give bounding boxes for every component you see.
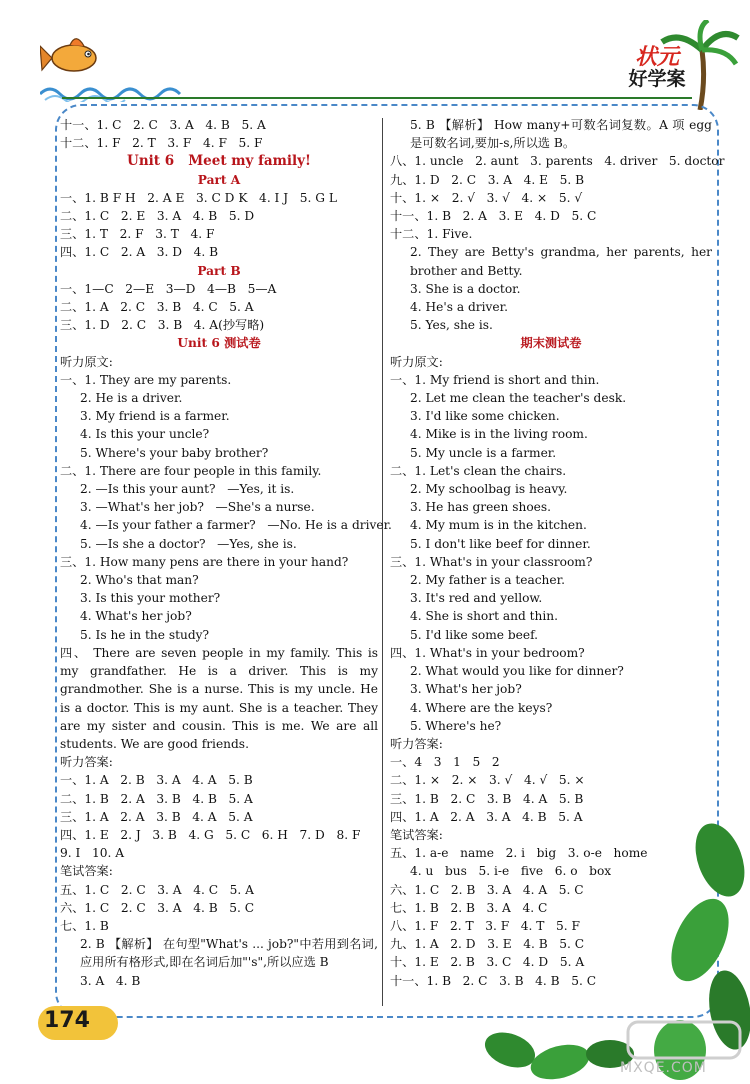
answer-line: 4. My mum is in the kitchen. [410, 518, 587, 533]
answer-line: 3. A 4. B [80, 973, 141, 988]
answer-line: 2. B 【解析】 在句型"What's ... job?"中若用到名词,应用所有格形式,即在名词后加"'s",所以应选 B [80, 937, 378, 970]
answer-line: 2. What would you like for dinner? [410, 664, 624, 679]
answer-line: 2. They are Betty's grandma, her parents, her brother and Betty. [410, 245, 712, 278]
answer-line: 一、1. B F H 2. A E 3. C D K 4. I J 5. G L [60, 190, 337, 205]
answer-line: 九、1. D 2. C 3. A 4. E 5. B [390, 172, 585, 187]
answer-line: 3. What's her job? [410, 682, 522, 697]
answer-line: 9. I 10. A [60, 846, 124, 861]
answer-line: 六、1. C 2. C 3. A 4. B 5. C [60, 900, 255, 915]
answer-line: 听力原文: [390, 354, 443, 369]
answer-line: 三、1. B 2. C 3. B 4. A 5. B [390, 791, 584, 806]
answer-line: 十、1. × 2. √ 3. √ 4. × 5. √ [390, 190, 583, 205]
brand-bottom: 好学案 [628, 68, 686, 90]
answer-line: 三、1. T 2. F 3. T 4. F [60, 227, 215, 242]
answer-line: 听力答案: [60, 755, 113, 770]
answer-line: 二、1. C 2. E 3. A 4. B 5. D [60, 209, 255, 224]
answer-line: 3. It's red and yellow. [410, 591, 543, 606]
answer-line: 4. What's her job? [80, 609, 192, 624]
answer-line: 2. —Is this your aunt? —Yes, it is. [80, 482, 295, 497]
answer-line: 3. Is this your mother? [80, 591, 221, 606]
answer-line: 4. Where are the keys? [410, 700, 553, 715]
answer-line: 十一、1. C 2. C 3. A 4. B 5. A [60, 118, 266, 132]
answer-line: 3. I'd like some chicken. [410, 409, 560, 424]
column-divider [382, 118, 383, 1006]
section-heading: Part A [197, 172, 241, 187]
answer-line: 4. —Is your father a farmer? —No. He is a driver. [80, 518, 392, 533]
answer-line: 3. He has green shoes. [410, 500, 552, 515]
answer-line: 八、1. F 2. T 3. F 4. T 5. F [390, 918, 581, 933]
brand-top: 状元 [634, 44, 679, 70]
left-column [60, 116, 392, 990]
answer-line: 2. My schoolbag is heavy. [410, 482, 568, 497]
answer-line: 四、1. E 2. J 3. B 4. G 5. C 6. H 7. D 8. F [60, 827, 361, 842]
header-rule [62, 97, 692, 99]
answer-line: 听力原文: [60, 354, 113, 369]
answer-line: 三、1. What's in your classroom? [390, 554, 593, 569]
answer-line: 九、1. A 2. D 3. E 4. B 5. C [390, 937, 585, 952]
answer-line: 二、1. There are four people in this family. [60, 463, 322, 478]
answer-line: 四、1. C 2. A 3. D 4. B [60, 245, 219, 260]
answer-line: 七、1. B 2. B 3. A 4. C [390, 900, 548, 915]
answer-line: 二、1. Let's clean the chairs. [390, 463, 567, 478]
section-heading: 期末测试卷 [520, 336, 582, 351]
bottom-leaves-icon [480, 1010, 640, 1084]
answer-line: 2. Who's that man? [80, 573, 199, 588]
answer-line: 六、1. C 2. B 3. A 4. A 5. C [390, 882, 584, 897]
answer-line: 五、1. C 2. C 3. A 4. C 5. A [60, 882, 254, 897]
section-heading: Part B [197, 263, 241, 278]
answer-line: 4. Is this your uncle? [80, 427, 210, 442]
answer-line: 二、1. × 2. × 3. √ 4. √ 5. × [390, 773, 585, 788]
answer-line: 5. My uncle is a farmer. [410, 445, 557, 460]
answer-line: 5. B 【解析】 How many+可数名词复数。A 项 egg 是可数名词,要加-s,所以选 B。 [410, 118, 712, 151]
answer-line: 5. —Is she a doctor? —Yes, she is. [80, 536, 297, 551]
answer-line: 十二、1. F 2. T 3. F 4. F 5. F [60, 136, 263, 151]
answer-line: 四、1. A 2. A 3. A 4. B 5. A [390, 809, 583, 824]
watermark-text: MXQE.COM [620, 1060, 707, 1076]
answer-line: 2. My father is a teacher. [410, 573, 565, 588]
answer-line: 3. My friend is a farmer. [80, 409, 230, 424]
answer-line: 笔试答案: [390, 827, 443, 842]
answer-line: 一、1. They are my parents. [60, 372, 232, 387]
answer-line: 十二、1. Five. [390, 227, 473, 242]
section-heading: Unit 6 测试卷 [177, 336, 261, 351]
answer-line: 十、1. E 2. B 3. C 4. D 5. A [390, 955, 585, 970]
answer-line: 3. She is a doctor. [410, 281, 521, 296]
answer-line: 十一、1. B 2. A 3. E 4. D 5. C [390, 209, 597, 224]
answer-line: 一、1. A 2. B 3. A 4. A 5. B [60, 773, 253, 788]
answer-line: 一、4 3 1 5 2 [390, 755, 500, 770]
answer-line: 3. —What's her job? —She's a nurse. [80, 500, 315, 515]
answer-line: 2. Let me clean the teacher's desk. [410, 391, 627, 406]
answer-line: 一、1—C 2—E 3—D 4—B 5—A [60, 281, 277, 296]
answer-line: 4. He's a driver. [410, 300, 508, 315]
answer-line: 5. Where's he? [410, 718, 502, 733]
answer-line: 4. She is short and thin. [410, 609, 559, 624]
answer-line: 八、1. uncle 2. aunt 3. parents 4. driver 5. doctor [390, 154, 725, 169]
answer-line: 二、1. A 2. C 3. B 4. C 5. A [60, 300, 254, 315]
answer-line: 5. Is he in the study? [80, 627, 210, 642]
answer-line: 4. u bus 5. i-e five 6. o box [410, 864, 612, 879]
answer-line: 十一、1. B 2. C 3. B 4. B 5. C [390, 973, 597, 988]
answer-line: 二、1. B 2. A 3. B 4. B 5. A [60, 791, 253, 806]
page-number: 174 [44, 1008, 90, 1033]
section-heading: Unit 6 Meet my family! [127, 153, 311, 170]
answer-line: 笔试答案: [60, 864, 113, 879]
answer-line: 七、1. B [60, 918, 109, 933]
answer-line: 2. He is a driver. [80, 391, 183, 406]
fish-cartoon-icon [40, 26, 110, 86]
answer-line: 听力答案: [390, 736, 443, 751]
answer-line: 5. Yes, she is. [410, 318, 493, 333]
answer-line: 五、1. a-e name 2. i big 3. o-e home [390, 846, 648, 861]
answer-line: 5. I'd like some beef. [410, 627, 539, 642]
answer-line: 三、1. A 2. A 3. B 4. A 5. A [60, 809, 253, 824]
answer-line: 三、1. How many pens are there in your hand? [60, 554, 349, 569]
answer-line: 一、1. My friend is short and thin. [390, 372, 600, 387]
watermark-logo-icon [624, 1018, 744, 1062]
answer-line: 4. Mike is in the living room. [410, 427, 588, 442]
answer-line: 三、1. D 2. C 3. B 4. A(抄写略) [60, 318, 265, 333]
answer-line: 四、 There are seven people in my family. This is my grandfather. He is a driver. This is my grandmother. She is a nurse. This is my uncle. He is a doctor. This is my aunt. She is a teacher. They are my sister and cousin. This is me. We are all students. We are good friends. [60, 645, 378, 751]
answer-line: 5. Where's your baby brother? [80, 445, 269, 460]
answer-line: 四、1. What's in your bedroom? [390, 645, 585, 660]
answer-line: 5. I don't like beef for dinner. [410, 536, 591, 551]
